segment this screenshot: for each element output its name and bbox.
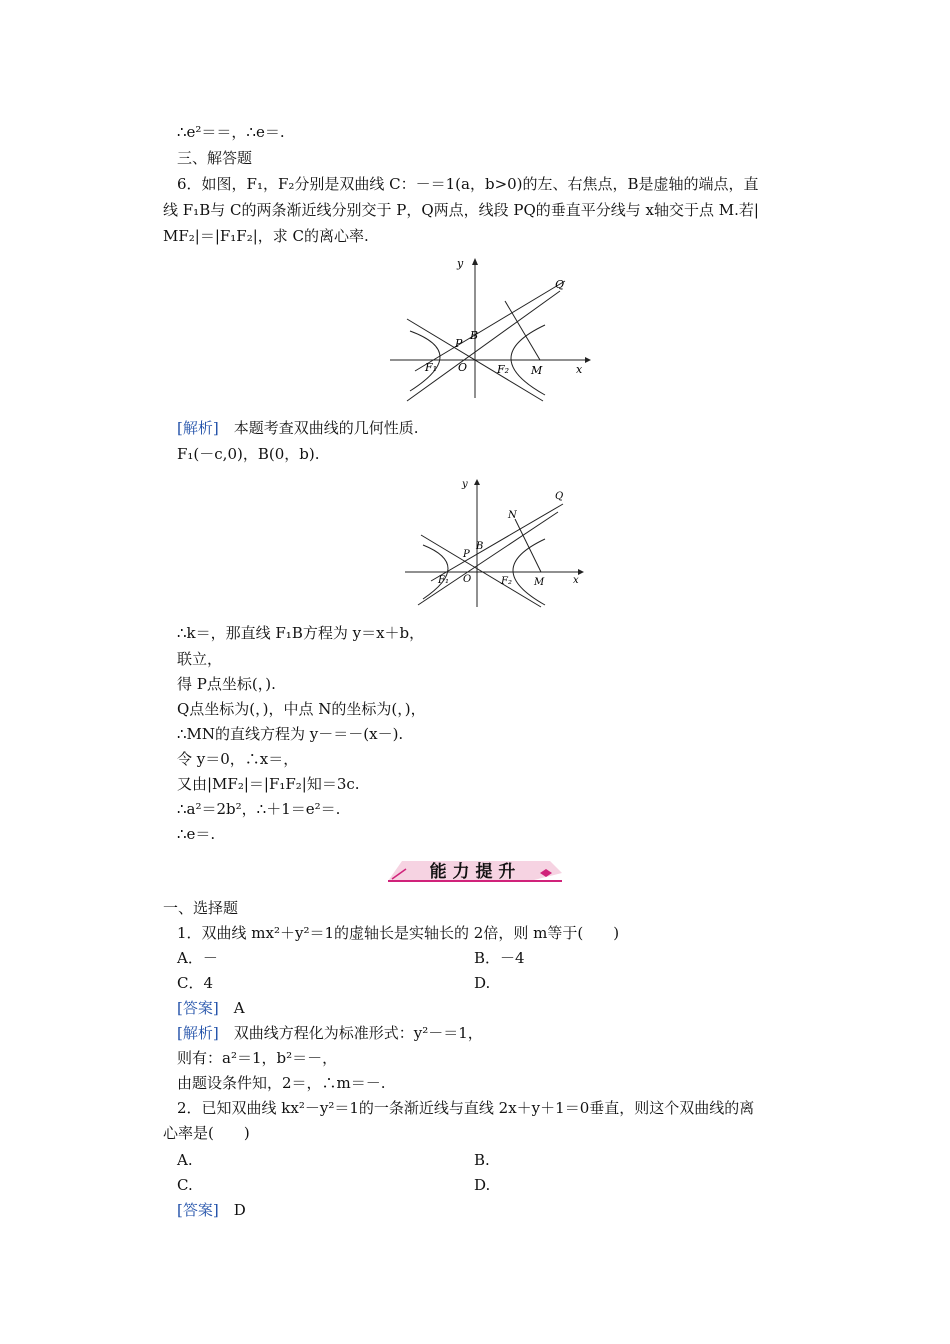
label-p: P xyxy=(463,549,470,560)
question-2: 心率是( ) xyxy=(163,1124,250,1142)
label-n: N xyxy=(508,510,517,521)
answer-line xyxy=(177,1200,246,1220)
label-m: M xyxy=(534,577,545,588)
label-f1: F₁ xyxy=(438,575,449,586)
answer-value: A xyxy=(218,999,245,1017)
problem-6-text: 6．如图，F₁，F₂分别是双曲线 C：－＝1(a，b>0)的左、右焦点，B是虚轴的端点，直 xyxy=(177,175,759,193)
text-line: 又由|MF₂|＝|F₁F₂|知＝3c. xyxy=(177,775,360,793)
line-f1b xyxy=(431,504,563,581)
perpendicular-bisector xyxy=(515,519,541,572)
label-x: x xyxy=(573,575,579,586)
option-b: B. xyxy=(474,1151,490,1169)
text-line: ∴a²＝2b²，∴＋1＝e²＝. xyxy=(177,800,341,818)
option-c: C．4 xyxy=(177,974,214,992)
label-q: Q xyxy=(555,491,564,502)
answer-line xyxy=(177,998,245,1018)
label-b: B xyxy=(470,329,479,342)
section-heading: 三、解答题 xyxy=(177,149,253,167)
hyperbola-figure-1 xyxy=(385,253,595,403)
label-b: B xyxy=(476,541,484,552)
section-banner xyxy=(380,855,565,885)
hyperbola-figure-2 xyxy=(403,477,588,609)
option-d: D. xyxy=(474,1176,491,1194)
y-axis-arrow xyxy=(472,258,478,265)
option-a: A．－ xyxy=(177,949,218,967)
x-axis-arrow xyxy=(578,569,584,575)
text-line: 联立， xyxy=(177,650,223,668)
text-line: 令 y＝0，∴x＝， xyxy=(177,750,299,768)
text-line: 得 P点坐标(，). xyxy=(177,675,276,693)
analysis-text: 双曲线方程化为标准形式：y²－＝1， xyxy=(218,1024,483,1042)
text-line: ∴e＝. xyxy=(177,825,216,843)
analysis-line xyxy=(177,1023,483,1043)
label-q: Q xyxy=(555,278,565,291)
text-line: ∴MN的直线方程为 y－＝－(x－). xyxy=(177,725,404,743)
y-axis-arrow xyxy=(474,479,480,485)
answer-tag: [答案] xyxy=(177,1201,219,1219)
section-heading: 一、选择题 xyxy=(163,899,239,917)
label-f2: F₂ xyxy=(497,363,510,376)
label-x: x xyxy=(576,363,583,376)
analysis-tag: [解析] xyxy=(177,1024,219,1042)
analysis-text: 本题考查双曲线的几何性质. xyxy=(218,419,419,437)
text-line: Q点坐标为(，)，中点 N的坐标为(，)， xyxy=(177,700,426,718)
text-line: ∴e²＝＝，∴e＝. xyxy=(177,123,285,141)
option-c: C. xyxy=(177,1176,193,1194)
label-m: M xyxy=(531,364,543,377)
question-1: 1．双曲线 mx²＋y²＝1的虚轴长是实轴长的 2倍，则 m等于( ) xyxy=(177,924,620,942)
analysis-tag: [解析] xyxy=(177,419,219,437)
text-line: 由题设条件知，2＝，∴m＝－. xyxy=(177,1074,386,1092)
answer-tag: [答案] xyxy=(177,999,219,1017)
asymptote-2 xyxy=(407,291,560,401)
label-f1: F₁ xyxy=(425,361,438,374)
label-p: P xyxy=(455,337,463,350)
text-line: 则有：a²＝1，b²＝－， xyxy=(177,1049,338,1067)
text-line: ∴k＝，那直线 F₁B方程为 y＝x＋b， xyxy=(177,624,425,642)
option-b: B．－4 xyxy=(474,949,525,967)
banner-title: 能 力 提 升 xyxy=(429,862,516,882)
label-y: y xyxy=(462,479,468,490)
label-o: O xyxy=(463,574,472,585)
question-2: 2．已知双曲线 kx²－y²＝1的一条渐近线与直线 2x＋y＋1＝0垂直，则这个双曲线的离 xyxy=(177,1099,755,1117)
answer-value: D xyxy=(218,1201,246,1219)
label-y: y xyxy=(457,257,464,270)
option-d: D. xyxy=(474,974,491,992)
option-a: A. xyxy=(177,1151,193,1169)
analysis-line xyxy=(177,418,419,438)
label-o: O xyxy=(458,361,468,374)
problem-6-text: MF₂|＝|F₁F₂|，求 C的离心率. xyxy=(163,227,369,245)
problem-6-text: 线 F₁B与 C的两条渐近线分别交于 P，Q两点，线段 PQ的垂直平分线与 x轴交于点 M.若| xyxy=(163,201,759,219)
text-line: F₁(－c,0)，B(0，b). xyxy=(177,445,320,463)
asymptote-2 xyxy=(418,512,558,605)
label-f2: F₂ xyxy=(501,576,512,587)
x-axis-arrow xyxy=(585,357,591,363)
